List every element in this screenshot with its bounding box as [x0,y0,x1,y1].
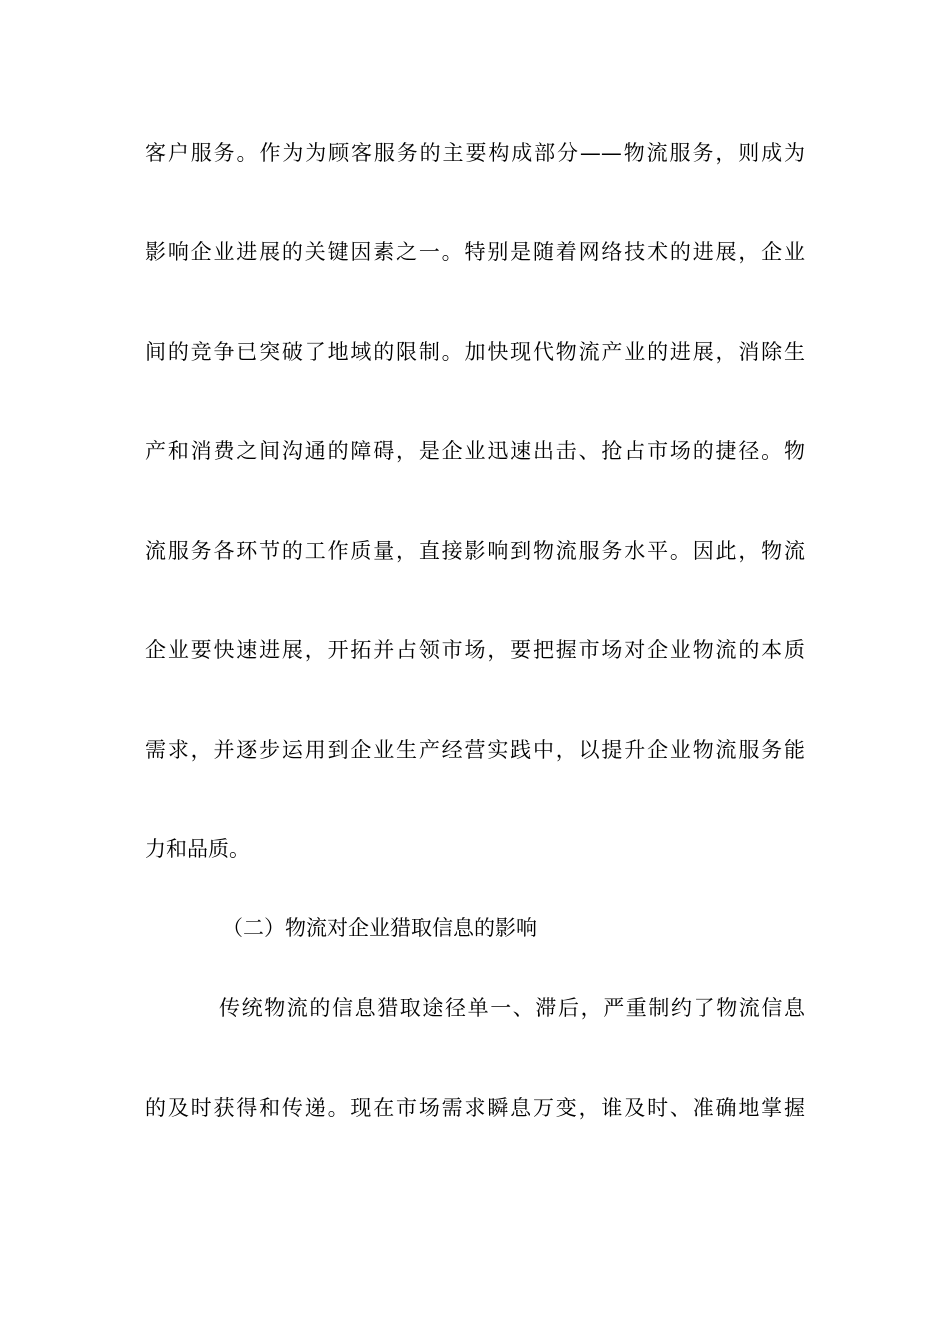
section-heading: （二）物流对企业猎取信息的影响 [222,916,537,940]
paragraph-line: 间的竞争已突破了地域的限制。加快现代物流产业的进展，消除生 [145,340,805,364]
paragraph-line: 企业要快速进展，开拓并占领市场，要把握市场对企业物流的本质 [145,638,805,662]
paragraph-line: 影响企业进展的关键因素之一。特别是随着网络技术的进展，企业 [145,240,805,264]
paragraph-line: 需求，并逐步运用到企业生产经营实践中，以提升企业物流服务能 [145,738,805,762]
paragraph-line: 传统物流的信息猎取途径单一、滞后，严重制约了物流信息 [219,996,805,1020]
paragraph-line: 力和品质。 [145,837,250,861]
paragraph-line: 客户服务。作为为顾客服务的主要构成部分——物流服务，则成为 [145,141,805,165]
paragraph-line: 产和消费之间沟通的障碍，是企业迅速出击、抢占市场的捷径。物 [145,439,805,463]
paragraph-line: 的及时获得和传递。现在市场需求瞬息万变，谁及时、准确地掌握 [145,1096,805,1120]
paragraph-line: 流服务各环节的工作质量，直接影响到物流服务水平。因此，物流 [145,539,805,563]
